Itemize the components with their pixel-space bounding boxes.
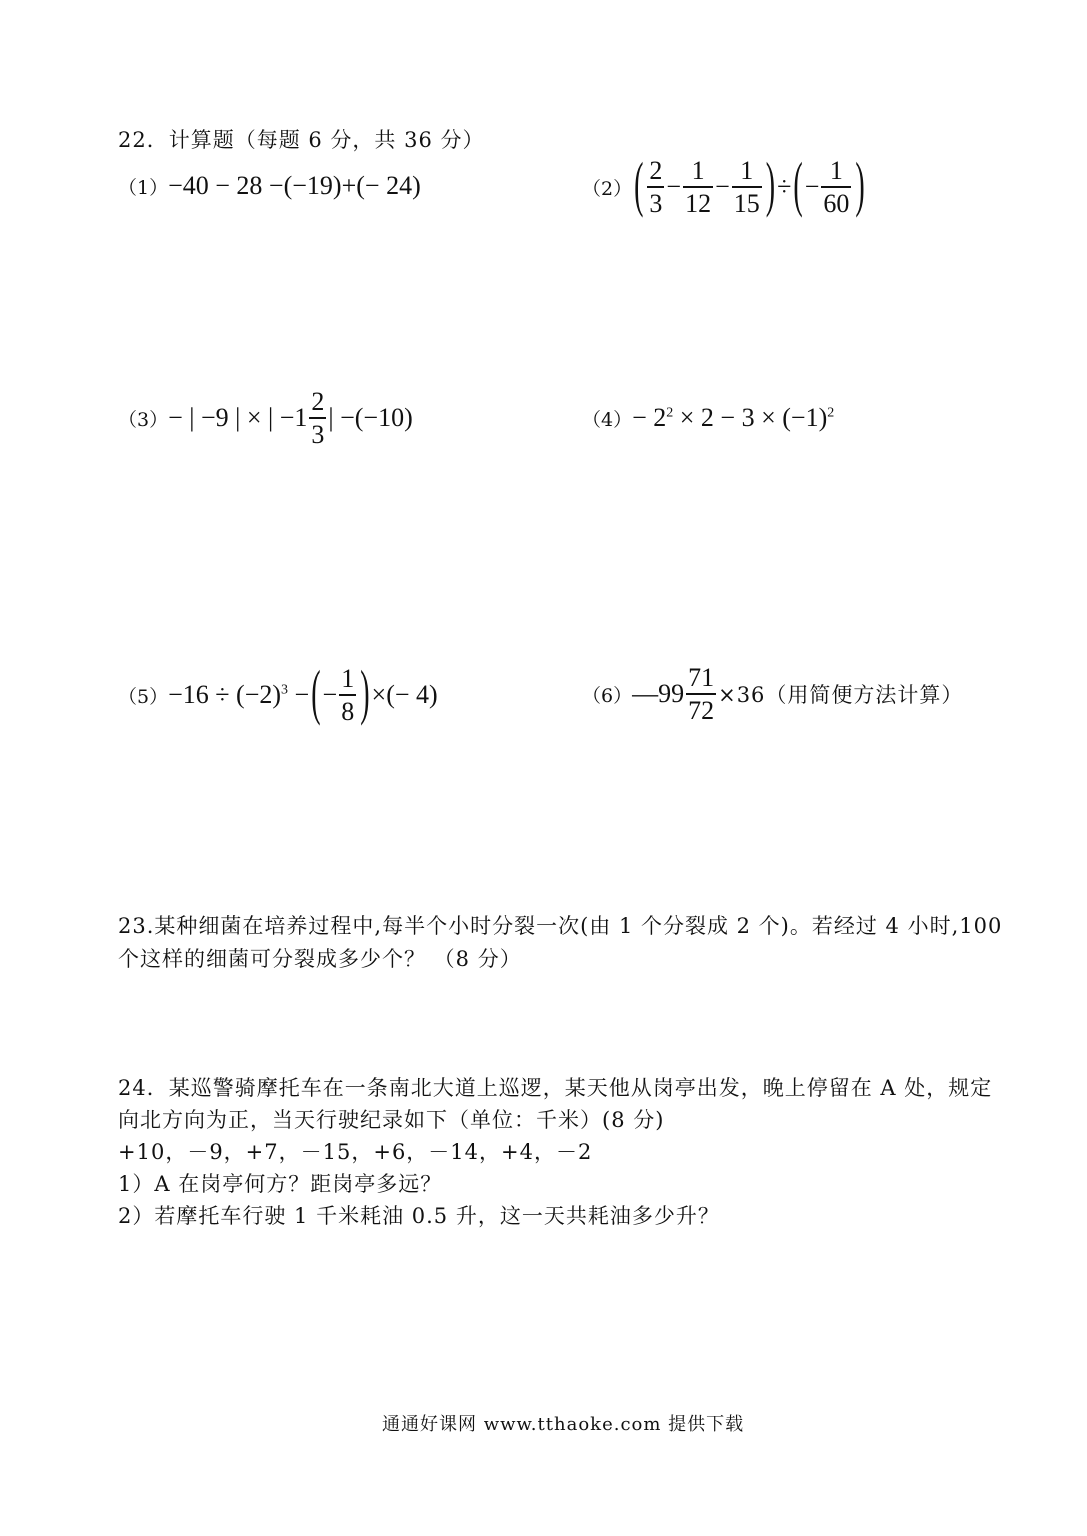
denominator: 8 [339,694,356,725]
exponent: 2 [827,405,835,421]
numerator: 1 [691,155,705,185]
left-paren: ( [311,659,321,728]
exponent: 2 [666,405,674,421]
numerator: 2 [649,155,663,185]
fraction [683,155,713,218]
operator: − [804,172,820,201]
operator: × [371,680,387,709]
fraction [732,155,762,218]
part-label: （2） [582,177,633,200]
denominator: 60 [821,186,851,217]
q24-data-line: +10，－9，+7，－15，+6，－14，+4，－2 [118,1140,593,1164]
numerator: 1 [829,155,843,185]
part-label: （4） [582,408,633,431]
expression [168,680,309,710]
q24-line-2: 向北方向为正，当天行驶纪录如下（单位：千米）(8 分) [118,1108,665,1132]
right-paren: ) [765,151,776,220]
left-paren: ( [793,151,803,220]
operator: + [341,171,357,200]
q22-part4 [582,396,834,440]
operator: − [666,172,682,201]
operand: −16 ÷ [168,680,237,709]
denominator: 15 [732,186,762,217]
right-paren: ) [360,659,370,728]
fraction [686,662,716,725]
expression [632,403,834,433]
fraction [821,155,851,218]
operator: − [322,680,338,709]
paren-term: (−2) [236,680,282,709]
expression: −40 − 28 − [168,171,284,200]
numerator: 2 [311,386,325,416]
operator: − [288,680,310,709]
q23-line-2: 个这样的细菌可分裂成多少个？ （8 分） [118,947,522,971]
q24-line-1: 24．某巡警骑摩托车在一条南北大道上巡逻，某天他从岗亭出发，晚上停留在 A 处，规定 [118,1076,993,1100]
q22-part1 [118,166,421,206]
q24-subquestion-2: 2）若摩托车行驶 1 千米耗油 0.5 升，这一天共耗油多少升？ [118,1204,720,1228]
q22-title: 22．计算题（每题 6 分，共 36 分） [118,128,485,152]
operator: ÷ [777,172,792,201]
q22-part6 [582,664,963,724]
part-label: （6） [582,684,633,707]
numerator: 71 [688,662,715,692]
q23-line-1: 23.某种细菌在培养过程中,每半个小时分裂一次(由 1 个分裂成 2 个)。若经过 4 小时,100 [118,914,1003,938]
q22-part2 [582,151,867,220]
paren-term: (− 4) [386,680,438,709]
part-label: （5） [118,685,169,708]
q22-part5 [118,659,438,728]
denominator: 3 [647,186,664,217]
expression: | −(−10) [328,403,413,432]
paren-term: (−1) [782,403,828,432]
page-footer: 通通好课网 www.tthaoke.com 提供下载 [382,1414,745,1435]
fraction [339,663,356,726]
instruction-text: ×36（用简便方法计算） [718,683,964,707]
paren-term: (− 24) [356,171,421,200]
operator: × 2 − 3 × [673,403,783,432]
fraction [647,155,664,218]
paren-term: (−19) [283,171,342,200]
operator: − [715,172,730,201]
numerator: 1 [740,155,754,185]
q22-part3 [118,388,413,448]
denominator: 72 [686,693,716,724]
numerator: 1 [341,663,355,693]
expression: —99 [632,679,685,708]
base: − 2 [632,403,667,432]
exponent: 3 [281,682,289,698]
left-paren: ( [634,151,644,220]
right-paren: ) [855,151,865,220]
fraction [309,386,326,449]
part-label: （1） [118,176,169,199]
q24-subquestion-1: 1）A 在岗亭何方？距岗亭多远？ [118,1172,443,1196]
denominator: 3 [309,417,326,448]
expression: − | −9 | × | −1 [168,403,308,432]
denominator: 12 [683,186,713,217]
part-label: （3） [118,408,169,431]
